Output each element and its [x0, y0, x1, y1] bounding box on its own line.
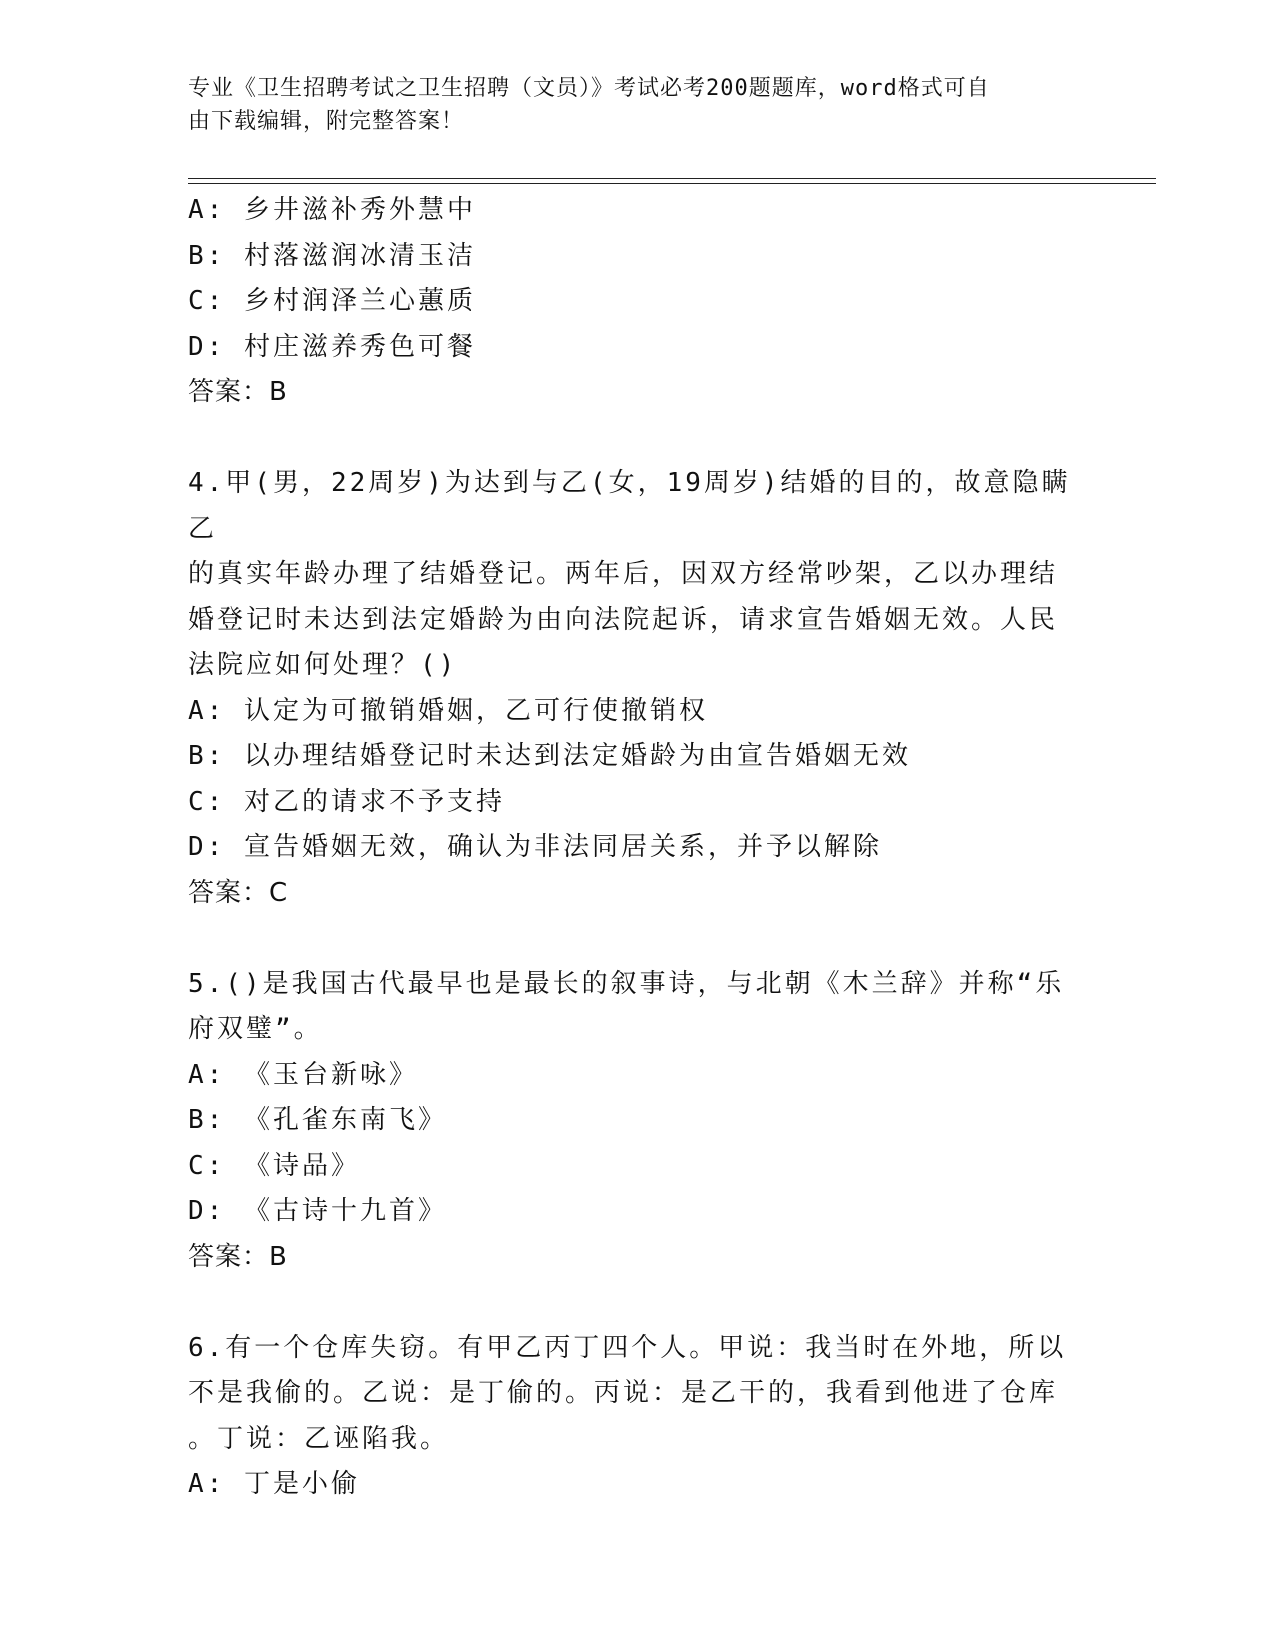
question-stem-line: 法院应如何处理？() — [188, 650, 458, 680]
header-line-2: 由下载编辑，附完整答案！ — [188, 109, 465, 134]
option-d: D: 宣告婚姻无效，确认为非法同居关系，并予以解除 — [188, 832, 882, 862]
option-d: D: 村庄滋养秀色可餐 — [188, 331, 476, 362]
question-stem-line: 府双璧”。 — [188, 1014, 323, 1044]
header-line-1: 专业《卫生招聘考试之卫生招聘（文员）》考试必考200题题库，word格式可自 — [188, 76, 990, 101]
header-divider-top — [188, 178, 1156, 179]
option-d: D: 《古诗十九首》 — [188, 1196, 447, 1226]
question-5 — [188, 962, 1088, 1281]
option-c: C: 《诗品》 — [188, 1150, 360, 1181]
option-b: B: 以办理结婚登记时未达到法定婚龄为由宣告婚姻无效 — [188, 741, 911, 771]
option-c: C: 对乙的请求不予支持 — [188, 786, 505, 817]
option-b: B: 村落滋润冰清玉洁 — [188, 240, 476, 271]
spacer — [188, 1280, 1088, 1326]
spacer — [188, 916, 1088, 962]
answer-line: 答案：B — [188, 1241, 288, 1272]
question-stem-line: 婚登记时未达到法定婚龄为由向法院起诉，请求宣告婚姻无效。人民 — [188, 604, 1059, 635]
question-stem-line: 。丁说：乙诬陷我。 — [188, 1423, 450, 1454]
question-list — [188, 188, 1088, 1508]
answer-line: 答案：B — [188, 377, 288, 407]
question-4 — [188, 461, 1088, 916]
question-3 — [188, 188, 1088, 416]
question-stem-line: 5.()是我国古代最早也是最长的叙事诗，与北朝《木兰辞》并称“乐 — [188, 968, 1065, 999]
option-a: A: 认定为可撤销婚姻，乙可行使撤销权 — [188, 695, 708, 726]
question-stem-line: 不是我偷的。乙说：是丁偷的。丙说：是乙干的，我看到他进了仓库 — [188, 1378, 1059, 1408]
option-c: C: 乡村润泽兰心蕙质 — [188, 286, 476, 316]
question-stem-line: 6.有一个仓库失窃。有甲乙丙丁四个人。甲说：我当时在外地，所以 — [188, 1332, 1067, 1363]
header-divider-bottom — [188, 183, 1156, 184]
question-6 — [188, 1326, 1088, 1508]
question-stem-line: 4.甲(男，22周岁)为达到与乙(女，19周岁)结婚的目的，故意隐瞒乙 — [188, 468, 1071, 544]
option-a: A: 《玉台新咏》 — [188, 1059, 418, 1090]
document-header — [188, 72, 1068, 138]
spacer — [188, 416, 1088, 462]
question-stem-line: 的真实年龄办理了结婚登记。两年后，因双方经常吵架，乙以办理结 — [188, 559, 1059, 589]
answer-line: 答案：C — [188, 877, 289, 908]
option-a: A: 丁是小偷 — [188, 1469, 360, 1499]
option-a: A: 乡井滋补秀外慧中 — [188, 195, 476, 225]
option-b: B: 《孔雀东南飞》 — [188, 1105, 447, 1135]
